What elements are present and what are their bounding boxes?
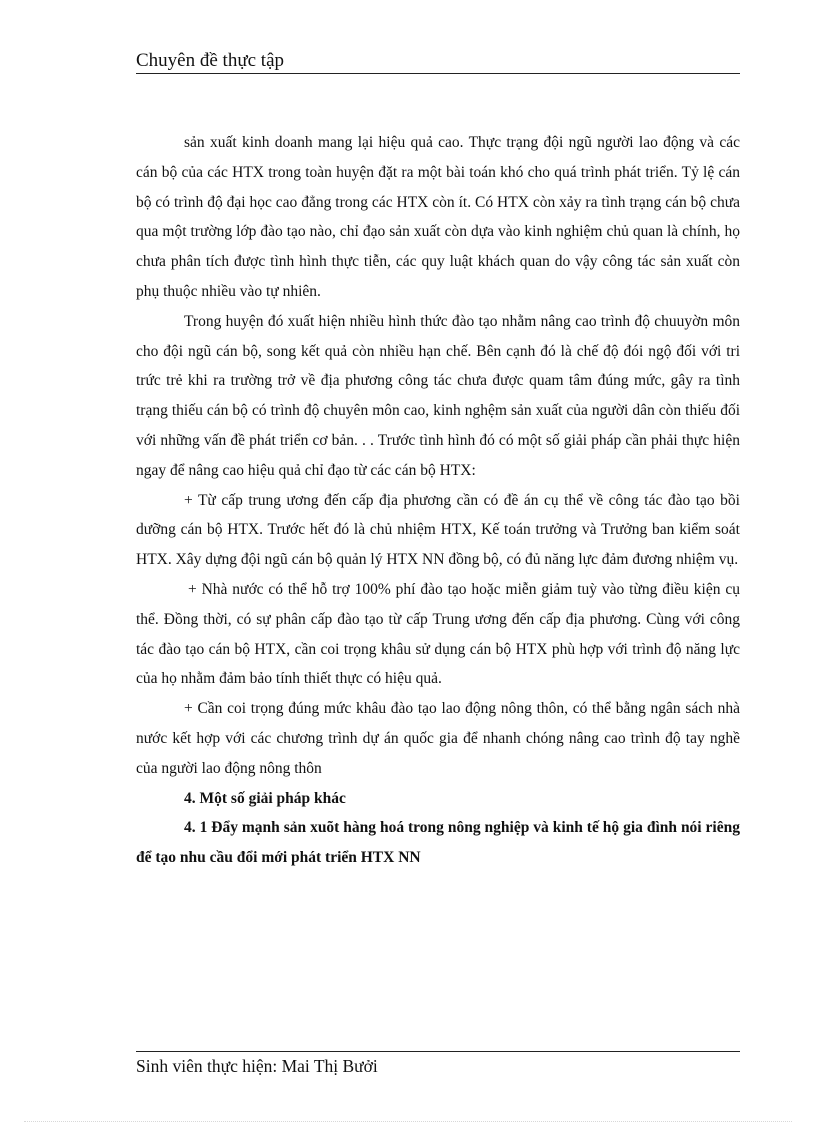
document-body	[136, 128, 740, 873]
header-divider	[136, 73, 740, 74]
page-bottom-edge	[24, 1121, 792, 1122]
body-paragraph: Trong huyện đó xuất hiện nhiều hình thức đào tạo nhằm nâng cao trình độ chuuyờn môn cho đội ngũ cán bộ, song kết quả còn nhiều hạn chế. Bên cạnh đó là chế độ đói ngộ đối với tri trức trẻ khi ra trường trở về địa phương công tác chưa được quam tâm đúng mức, gây ra tình trạng thiếu cán bộ có trình độ chuyên môn cao, kinh nghệm sản xuất của người dân còn thiếu đối với những vấn đề phát triển cơ bản. . . Trước tình hình đó có một số giải pháp cần phải thực hiện ngay để nâng cao hiệu quả chỉ đạo từ các cán bộ HTX:	[136, 312, 740, 479]
body-paragraph: sản xuất kinh doanh mang lại hiệu quả cao. Thực trạng đội ngũ người lao động và các cán bộ của các HTX trong toàn huyện đặt ra một bài toán khó cho quá trình phát triển. Tỷ lệ cán bộ có trình độ đại học cao đẳng trong các HTX còn ít. Có HTX còn xảy ra tình trạng cán bộ chưa qua một trường lớp đào tạo nào, chỉ đạo sản xuất còn dựa vào kinh nghiệm chủ quan là chính, họ chưa phân tích được tình hình thực tiễn, các quy luật khách quan do vậy công tác sản xuất còn phụ thuộc nhiều vào tự nhiên.	[136, 134, 740, 300]
body-paragraph: + Từ cấp trung ương đến cấp địa phương cần có đề án cụ thể về công tác đào tạo bồi dưỡng cán bộ HTX. Trước hết đó là chủ nhiệm HTX, Kế toán trưởng và Trưởng ban kiểm soát HTX. Xây dựng đội ngũ cán bộ quản lý HTX NN đồng bộ, có đủ năng lực đảm đương nhiệm vụ.	[136, 491, 740, 569]
footer-divider	[136, 1051, 740, 1052]
body-paragraph: + Nhà nước có thể hỗ trợ 100% phí đào tạo hoặc miễn giảm tuỳ vào từng điều kiện cụ thể. Đồng thời, có sự phân cấp đào tạo từ cấp Trung ương đến cấp địa phương. Cùng với công tác đào tạo cán bộ HTX, cần coi trọng khâu sử dụng cán bộ HTX phù hợp với trình độ năng lực của họ nhằm đảm bảo tính thiết thực có hiệu quả.	[136, 580, 740, 688]
subsection-heading: 4. 1 Đẩy mạnh sản xuõt hàng hoá trong nông nghiệp và kinh tế hộ gia đình nói riêng để tạo nhu cầu đổi mới phát triển HTX NN	[136, 819, 740, 867]
body-paragraph: + Cần coi trọng đúng mức khâu đào tạo lao động nông thôn, có thể bằng ngân sách nhà nước kết hợp với các chương trình dự án quốc gia để nhanh chóng nâng cao trình độ tay nghề của người lao động nông thôn	[136, 700, 740, 777]
section-heading: 4. Một số giải pháp khác	[184, 789, 346, 807]
page-footer-author: Sinh viên thực hiện: Mai Thị Bưởi	[136, 1056, 378, 1076]
page-header-title: Chuyên đề thực tập	[136, 50, 285, 71]
